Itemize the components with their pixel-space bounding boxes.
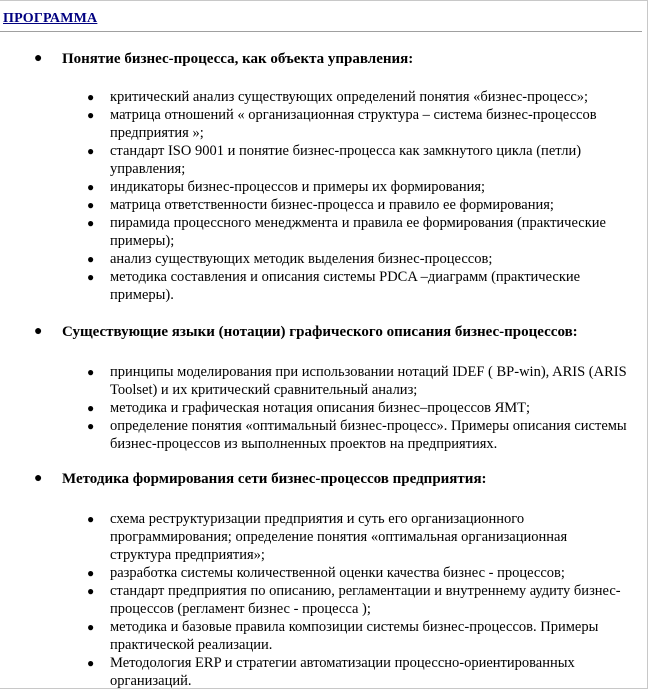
list-item — [0, 510, 640, 564]
list-item — [0, 654, 640, 690]
list-item — [0, 268, 640, 304]
bullet-icon: ● — [87, 144, 95, 158]
section-heading — [0, 322, 640, 342]
bullet-icon: ● — [87, 584, 95, 598]
bullet-icon: ● — [87, 419, 95, 433]
section-title: Существующие языки (нотации) графического описания бизнес-процессов: — [62, 324, 578, 340]
list-item-text: критический анализ существующих определений понятия «бизнес-процесс»; — [110, 89, 589, 105]
list-item-text: Методология ERP и стратегии автоматизации процессно-ориентированных организаций. — [110, 655, 575, 689]
list-item — [0, 564, 640, 582]
bullet-icon: ● — [87, 270, 95, 284]
list-item-text: принципы моделирования при использовании нотаций IDEF ( BP-win), ARIS (ARIS Toolset) и их критический сравнительный анализ; — [110, 364, 627, 398]
section-graphical-notations — [0, 322, 640, 453]
list-item — [0, 178, 640, 196]
list-item-text: пирамида процессного менеджмента и правила ее формирования (практические примеры); — [110, 215, 606, 249]
section-item-list — [0, 88, 640, 304]
list-item — [0, 618, 640, 654]
bullet-icon: ● — [87, 180, 95, 194]
program-sections — [0, 39, 640, 690]
section-item-list — [0, 363, 640, 453]
list-item-text: методика составления и описания системы PDCA –диаграмм (практические примеры). — [110, 269, 581, 303]
list-item-text: индикаторы бизнес-процессов и примеры их формирования; — [110, 179, 486, 195]
section-title: Методика формирования сети бизнес-процессов предприятия: — [62, 471, 487, 487]
bullet-icon: ● — [87, 365, 95, 379]
list-item — [0, 142, 640, 178]
program-title: ПРОГРАММА — [3, 11, 98, 26]
list-item — [0, 363, 640, 399]
section-heading — [0, 469, 640, 489]
list-item-text: разработка системы количественной оценки качества бизнес - процессов; — [110, 565, 565, 581]
section-title: Понятие бизнес-процесса, как объекта управления: — [62, 51, 414, 67]
bullet-icon: ● — [87, 512, 95, 526]
bullet-icon: ● — [87, 401, 95, 415]
list-item — [0, 214, 640, 250]
list-item-text: методика и базовые правила композиции системы бизнес-процессов. Примеры практической реализации. — [110, 619, 599, 653]
list-item-text: схема реструктуризации предприятия и суть его организационного программирования; определение понятия «оптимальная организационная структура предприятия»; — [110, 511, 568, 563]
list-item-text: стандарт предприятия по описанию, регламентации и внутреннему аудиту бизнес-процессов (регламент бизнес - процесса ); — [110, 583, 621, 617]
bullet-icon: ● — [34, 471, 43, 486]
section-process-network-method — [0, 469, 640, 690]
list-item-text: определение понятия «оптимальный бизнес-процесс». Примеры описания системы бизнес-процессов из выполненных проектов на предприятиях. — [110, 418, 627, 452]
list-item — [0, 417, 640, 453]
bullet-icon: ● — [34, 324, 43, 339]
list-item — [0, 250, 640, 268]
bullet-icon: ● — [34, 51, 43, 66]
bullet-icon: ● — [87, 566, 95, 580]
bullet-icon: ● — [87, 620, 95, 634]
bullet-icon: ● — [87, 198, 95, 212]
section-heading — [0, 49, 640, 69]
bullet-icon: ● — [87, 90, 95, 104]
list-item — [0, 399, 640, 417]
list-item-text: матрица отношений « организационная структура – система бизнес-процессов предприятия »; — [110, 107, 597, 141]
bullet-icon: ● — [87, 252, 95, 266]
list-item-text: анализ существующих методик выделения бизнес-процессов; — [110, 251, 493, 267]
section-item-list — [0, 510, 640, 690]
list-item — [0, 88, 640, 106]
list-item-text: матрица ответственности бизнес-процесса и правило ее формирования; — [110, 197, 554, 213]
list-item — [0, 196, 640, 214]
section-business-process-concept — [0, 49, 640, 304]
list-item-text: стандарт ISO 9001 и понятие бизнес-процесса как замкнутого цикла (петли) управления; — [110, 143, 582, 177]
list-item-text: методика и графическая нотация описания бизнес–процессов ЯМТ; — [110, 400, 531, 416]
list-item — [0, 106, 640, 142]
program-header — [0, 11, 642, 32]
bullet-icon: ● — [87, 108, 95, 122]
list-item — [0, 582, 640, 618]
bullet-icon: ● — [87, 216, 95, 230]
bullet-icon: ● — [87, 656, 95, 670]
